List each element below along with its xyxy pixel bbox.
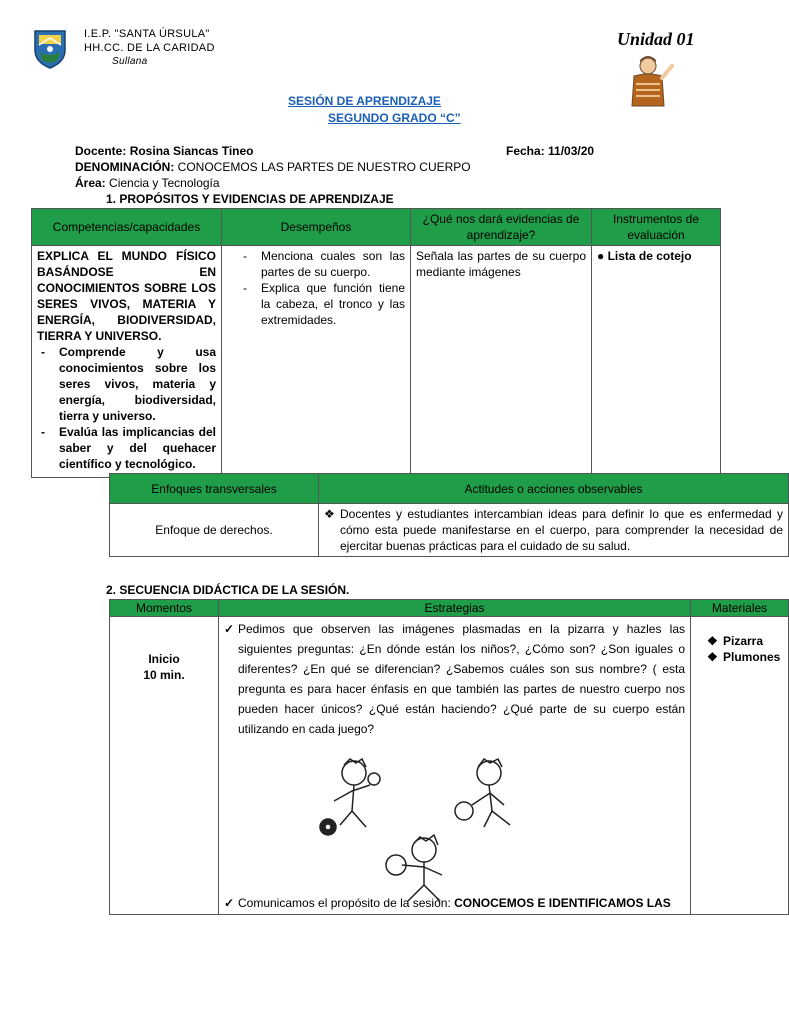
school-name: I.E.P. "SANTA ÚRSULA" xyxy=(84,28,210,40)
area-line xyxy=(75,176,220,190)
col-header-actitudes: Actitudes o acciones observables xyxy=(319,474,789,504)
instrumento-cell: ● Lista de cotejo xyxy=(592,246,721,478)
estrategia-2-bold: CONOCEMOS E IDENTIFICAMOS LAS xyxy=(454,896,671,910)
accion-text: ❖ Docentes y estudiantes intercambian ideas para definir lo que es enfermedad y cómo esta puede manifestarse en el cuerpo, para comprender la necesidad de ejercitar buenas prácticas para el cuidado de su salud. xyxy=(324,506,783,554)
area-value: Ciencia y Tecnología xyxy=(109,176,220,190)
material-item: ❖ Plumones xyxy=(707,649,783,665)
school-crest-icon xyxy=(32,28,68,70)
materiales-cell xyxy=(691,617,789,915)
denominacion-label: DENOMINACIÓN: xyxy=(75,160,175,174)
fecha-label: Fecha: xyxy=(506,144,545,158)
section1-heading: 1. PROPÓSITOS Y EVIDENCIAS DE APRENDIZAJE xyxy=(106,192,394,206)
school-header xyxy=(84,27,215,69)
estrategia-2-prefix: Comunicamos el propósito de la sesión: xyxy=(238,896,451,910)
evidencia-cell: Señala las partes de su cuerpo mediante imágenes xyxy=(411,246,592,478)
unit-label: Unidad 01 xyxy=(617,29,695,49)
momento-duration: 10 min. xyxy=(143,668,185,682)
docente-line xyxy=(75,144,254,158)
competencias-cell xyxy=(32,246,222,478)
material-item: ❖ Pizarra xyxy=(707,633,783,649)
estrategia-1: ✓ Pedimos que observen las imágenes plasmadas en la pizarra y hazles las siguientes preguntas: ¿En dónde están los niños?, ¿Cómo son? ¿Son iguales o diferentes? ¿En qué se diferencian? ¿Sabemos cuáles son sus nombre? ( esta pregunta es para hacer énfasis en que también las partes de nuestro cuerpo nos pueden hacer únicos? ¿Qué están haciendo? ¿Qué parte de su cuerpo están utilizando en cada juego? xyxy=(224,619,685,739)
city-name: Sullana xyxy=(112,56,148,67)
desempenos-cell xyxy=(222,246,411,478)
col-header-competencias: Competencias/capacidades xyxy=(32,209,222,246)
fecha-line xyxy=(506,144,594,158)
docente-value: Rosina Siancas Tineo xyxy=(129,144,254,158)
col-header-estrategias: Estrategias xyxy=(219,600,691,617)
congregation-name: HH.CC. DE LA CARIDAD xyxy=(84,42,215,54)
capacidad-item: - Evalúa las implicancias del saber y del quehacer científico y tecnológico. xyxy=(59,424,216,472)
col-header-materiales: Materiales xyxy=(691,600,789,617)
docente-label: Docente: xyxy=(75,144,127,158)
sequence-table xyxy=(109,599,789,915)
estrategias-cell xyxy=(219,617,691,915)
competencia-text: EXPLICA EL MUNDO FÍSICO BASÁNDOSE EN CONOCIMIENTOS SOBRE LOS SERES VIVOS, MATERIA Y ENERGÍA, BIODIVERSIDAD, TIERRA Y UNIVERSO. xyxy=(37,249,216,343)
enfoque-cell: Enfoque de derechos. xyxy=(110,504,319,557)
purposes-table xyxy=(31,208,721,478)
enfoques-table xyxy=(109,473,789,557)
area-label: Área: xyxy=(75,176,106,190)
denominacion-line xyxy=(75,160,471,174)
desempenos-list xyxy=(227,248,405,328)
teacher-figure-icon xyxy=(626,54,678,110)
desempeno-item: - Menciona cuales son las partes de su cuerpo. xyxy=(261,248,405,280)
denominacion-value: CONOCEMOS LAS PARTES DE NUESTRO CUERPO xyxy=(177,160,471,174)
children-playing-ball-illustration xyxy=(314,755,554,905)
session-title: SESIÓN DE APRENDIZAJE xyxy=(288,94,441,108)
col-header-instrumentos: Instrumentos de evaluación xyxy=(592,209,721,246)
momento-cell xyxy=(110,617,219,915)
col-header-enfoques: Enfoques transversales xyxy=(110,474,319,504)
capacidad-item: - Comprende y usa conocimientos sobre los seres vivos, materia y energía, biodiversidad, tierra y universo. xyxy=(59,344,216,424)
desempeno-item: - Explica que función tiene la cabeza, el tronco y las extremidades. xyxy=(261,280,405,328)
col-header-momentos: Momentos xyxy=(110,600,219,617)
momento-label: Inicio xyxy=(148,652,180,666)
fecha-value: 11/03/20 xyxy=(548,144,595,158)
capacidades-list xyxy=(37,344,216,472)
estrategia-2 xyxy=(224,894,685,912)
col-header-evidencias: ¿Qué nos dará evidencias de aprendizaje? xyxy=(411,209,592,246)
section2-heading: 2. SECUENCIA DIDÁCTICA DE LA SESIÓN. xyxy=(106,583,350,597)
accion-cell xyxy=(319,504,789,557)
col-header-desempenos: Desempeños xyxy=(222,209,411,246)
grade-title: SEGUNDO GRADO “C” xyxy=(328,111,461,125)
